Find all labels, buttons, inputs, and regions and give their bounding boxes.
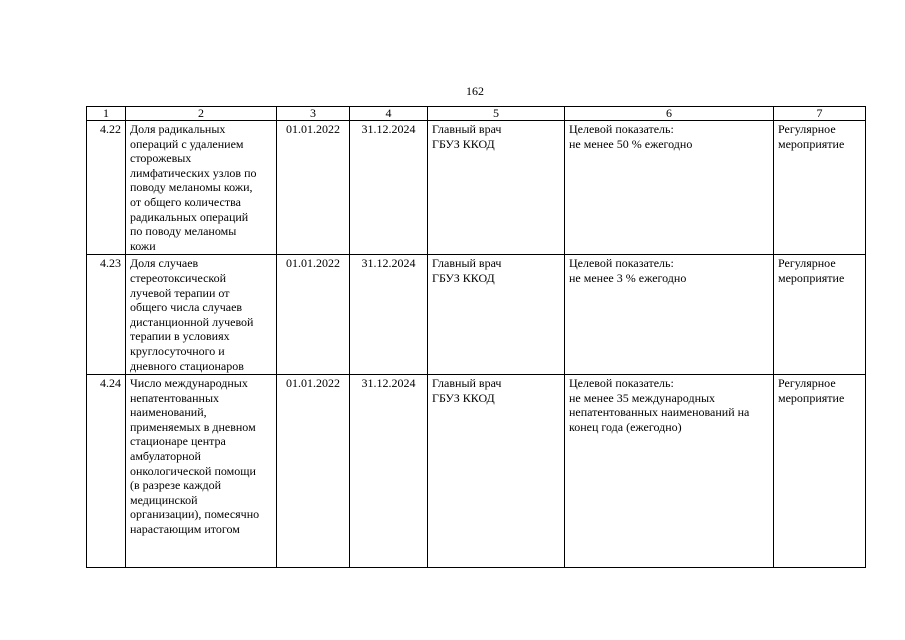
expected-result: Целевой показатель: не менее 50 % ежегодно	[565, 121, 774, 255]
table-row	[87, 375, 866, 568]
responsible: Главный врач ГБУЗ ККОД	[428, 255, 565, 375]
measure-name: Доля случаев стереотоксической лучевой терапии от общего числа случаев дистанционной лучевой терапии в условиях круглосуточного и дневного стационаров	[126, 255, 277, 375]
column-header: 1	[87, 107, 126, 121]
responsible: Главный врач ГБУЗ ККОД	[428, 375, 565, 568]
column-header: 2	[126, 107, 277, 121]
table-row	[87, 121, 866, 255]
start-date: 01.01.2022	[277, 255, 350, 375]
expected-result: Целевой показатель: не менее 35 международных непатентованных наименований на конец года (ежегодно)	[565, 375, 774, 568]
column-header: 6	[565, 107, 774, 121]
column-header: 4	[350, 107, 428, 121]
measure-name: Доля радикальных операций с удалением сторожевых лимфатических узлов по поводу меланомы кожи, от общего количества радикальных операций по поводу меланомы кожи	[126, 121, 277, 255]
expected-result: Целевой показатель: не менее 3 % ежегодно	[565, 255, 774, 375]
row-number: 4.22	[87, 121, 126, 255]
table-row	[87, 255, 866, 375]
column-header: 5	[428, 107, 565, 121]
column-header: 3	[277, 107, 350, 121]
page-number: 162	[466, 84, 484, 98]
end-date: 31.12.2024	[350, 255, 428, 375]
table-header-row	[87, 107, 866, 121]
measure-type: Регулярное мероприятие	[774, 375, 866, 568]
start-date: 01.01.2022	[277, 375, 350, 568]
end-date: 31.12.2024	[350, 121, 428, 255]
responsible: Главный врач ГБУЗ ККОД	[428, 121, 565, 255]
measures-table	[86, 106, 866, 568]
row-number: 4.24	[87, 375, 126, 568]
measure-type: Регулярное мероприятие	[774, 255, 866, 375]
end-date: 31.12.2024	[350, 375, 428, 568]
column-header: 7	[774, 107, 866, 121]
row-number: 4.23	[87, 255, 126, 375]
start-date: 01.01.2022	[277, 121, 350, 255]
measure-name: Число международных непатентованных наименований, применяемых в дневном стационаре центра амбулаторной онкологической помощи (в разрезе каждой медицинской организации), помесячно нарастающим итогом	[126, 375, 277, 568]
measure-type: Регулярное мероприятие	[774, 121, 866, 255]
